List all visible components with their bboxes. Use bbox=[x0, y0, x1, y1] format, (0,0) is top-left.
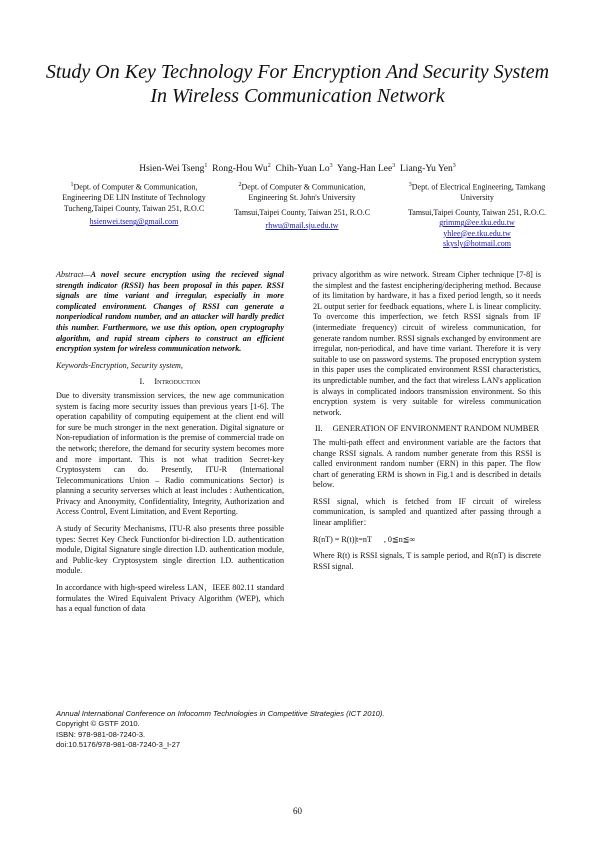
author-list bbox=[40, 163, 555, 174]
isbn-line: ISBN: 978-981-08-7240-3. bbox=[56, 729, 146, 739]
paragraph: In accordance with high-speed wireless LAN，IEEE 802.11 standard formulates the Wired Equivalent Privacy Algorithm (WEP), which has a equal function of data bbox=[56, 583, 284, 614]
email-link[interactable]: skysly@hotmail.com bbox=[442, 239, 512, 249]
section-heading-introduction: I. Introduction bbox=[139, 377, 201, 387]
section-heading-generation: II. GENERATION OF ENVIRONMENT RANDOM NUMBER bbox=[314, 424, 540, 434]
email-link[interactable]: yhlee@ee.tku.edu.tw bbox=[443, 228, 511, 238]
paper-title: Study On Key Technology For Encryption And Security System In Wireless Communication Network bbox=[45, 61, 550, 107]
paragraph: Due to diversity transmission services, the new age communication system is facing more security issues than previous years [1-6]. The operation capability of computing equipement at the client end will for sure be much stronger in the next generation. Digital signature or Non-repudiation of information is the premise of commercial trade on the network; therefore, the demand for security system becomes more and more important. This is not what tradition Secret-key Cryptosystem can do. Presently, ITU-R (International Telecommunications Union – Radio communications Sector) is planning a security serverses which at least includes : Authentication, Privacy and Anonymity, Confidentiality, Integrity, Authorization and Access Control, Event Limitation, and Event Reporting. bbox=[56, 390, 284, 517]
paragraph: A study of Security Mechanisms, ITU-R also presents three possible types: Secret Key Check Functionfor bi-direction I.D. authentication module, Digital Signature single direction I.D. authentication module, and Public-key Cryptosystem single direction I.D. authentication module. bbox=[56, 524, 284, 576]
email-link[interactable]: rhwu@mail.sju.edu.tw bbox=[265, 221, 339, 231]
paragraph: The multi-path effect and environment variable are the factors that change RSSI signals. A random number generate from this RSSI is called environment random number (ERN) in this paper. The flow chart of generating ERM is shown in Fig.1 and is described in details below. bbox=[313, 437, 541, 490]
paragraph: Where R(t) is RSSI signals, T is sample period, and R(nT) is discrete RSSI signal. bbox=[313, 551, 541, 571]
author: Hsien-Wei Tseng$^1$ bbox=[139, 163, 208, 175]
left-column bbox=[56, 270, 284, 621]
keywords: Keywords-Encryption, Security system, bbox=[56, 360, 183, 370]
email-link[interactable]: grimmg@ee.tku.edu.tw bbox=[439, 218, 515, 228]
conference-line: Annual International Conference on Infocomm Technologies in Competitive Strategies (ICT 2010). bbox=[56, 709, 385, 718]
author: Liang-Yu Yen$^3$ bbox=[400, 163, 456, 175]
affiliation-1: $^1$Dept. of Computer & Communication, Engineering DE LIN Institute of Technology Tucheng,Taipei County, Taiwan 251, R.O.C hsienwei.tseng@gmail.com bbox=[58, 180, 210, 228]
author: Yang-Han Lee$^3$ bbox=[337, 163, 396, 175]
author: Chih-Yuan Lo$^3$ bbox=[275, 163, 333, 175]
email-link[interactable]: hsienwei.tseng@gmail.com bbox=[89, 217, 179, 227]
abstract: Abstract—A novel secure encryption using the recieved signal strength indicator (RSSI) has been proposal in this paper. RSSI signals are time variant and irregular, especially in more complicated environment. Changes of RSSI can generate a nonperiodical random number, and an attacker will hardly predict this number. Furthermore, we use this option, open cryptography algorithm, and rapid stream ciphers to construct an efficient encryption system for wireless communication network. bbox=[56, 270, 284, 354]
copyright-line: Copyright © GSTF 2010. bbox=[56, 719, 140, 729]
paragraph: RSSI signal, which is fetched from IF circuit of wireless communication, is sampled and quantized after passing through a linear amplifier： bbox=[313, 496, 541, 528]
page-number: 60 bbox=[293, 806, 302, 816]
paragraph: privacy algorithm as wire network. Stream Cipher technique [7-8] is the simplest and the fastest enciphering/deciphering method. Because of its limitation by hardware, it has a fixed period length, so it needs 2L output serier for feedback equations, where L is linear complicity. To overcome this imperfection, we fetch RSSI signals from IF (intermediate frequency) circuit of wireless communication, for generate random number. RSSI signals exchanged by environment are irregular, non-periodical, and have time variant. Therefore it is very suitable to use on password systems. The proposed encryption system in this paper uses the complicated environment RSSI characteristics, its unpredictable number, and the fact that wireless LAN's application is always in complicated indoors transmission environment. So this encryption system is very suitable for wireless communication network. bbox=[313, 270, 541, 417]
footer bbox=[56, 709, 385, 750]
affiliation-2: $^2$Dept. of Computer & Communication, Engineering St. John's University Tamsui,Taipei County, Taiwan 251, R.O.C rhwu@mail.sju.edu.tw bbox=[226, 180, 378, 232]
author: Rong-Hou Wu$^2$ bbox=[212, 163, 271, 175]
right-column bbox=[313, 270, 541, 578]
equation: R(nT) = R(t)|t=nT , 0≦n≦∞ bbox=[313, 534, 416, 544]
affiliation-3: $^3$Dept. of Electrical Engineering, Tamkang University Tamsui,Taipei County, Taiwan 251, R.O.C. grimmg@ee.tku.edu.tw yhlee@ee.tku.edu.tw skysly@hotmail.com bbox=[398, 180, 556, 250]
doi-line: doi:10.5176/978-981-08-7240-3_I-27 bbox=[56, 739, 181, 749]
